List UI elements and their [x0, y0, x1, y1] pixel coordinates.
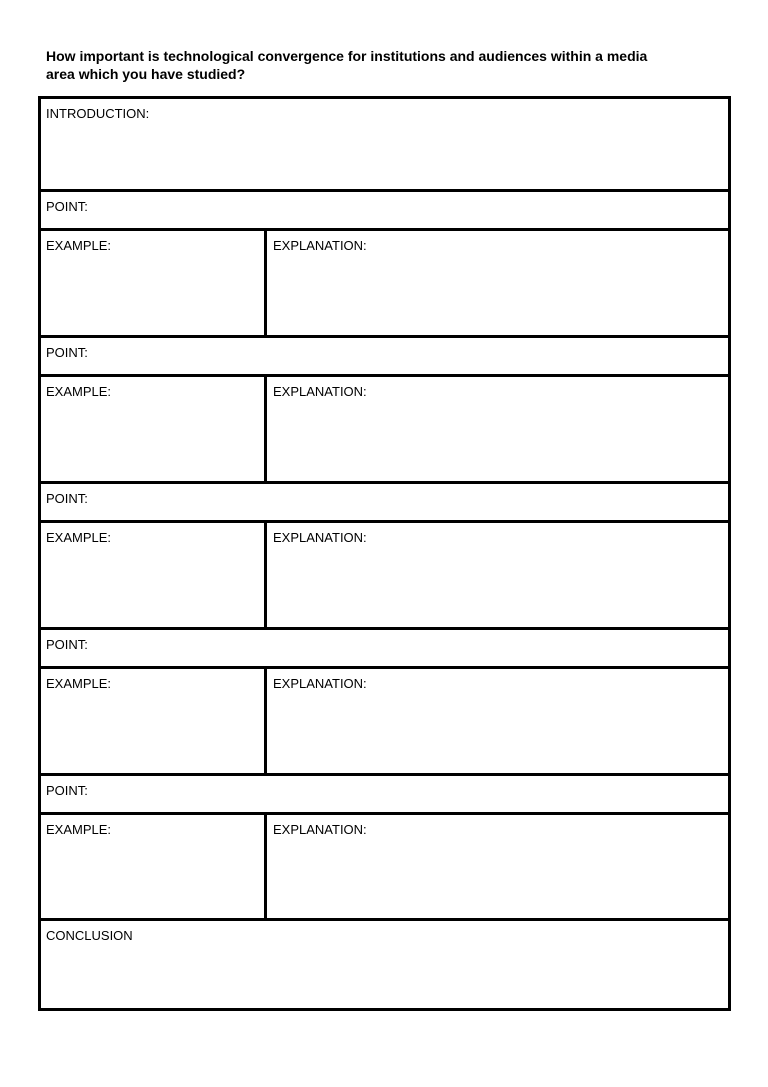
essay-plan-table: [38, 96, 731, 1011]
example-box-3[interactable]: [41, 523, 267, 627]
explanation-box-1[interactable]: [267, 231, 728, 335]
point-label-3: POINT:: [46, 491, 88, 506]
example-label-5: EXAMPLE:: [46, 822, 112, 837]
explanation-box-4[interactable]: [267, 669, 728, 773]
point-box-5[interactable]: [41, 776, 728, 815]
essay-question-line-2: area which you have studied?: [46, 66, 246, 82]
example-explanation-row-4: [41, 669, 728, 776]
introduction-box[interactable]: [41, 99, 728, 192]
example-box-4[interactable]: [41, 669, 267, 773]
point-box-1[interactable]: [41, 192, 728, 231]
essay-question: [46, 47, 736, 83]
point-box-2[interactable]: [41, 338, 728, 377]
example-explanation-row-5: [41, 815, 728, 921]
explanation-label-1: EXPLANATION:: [273, 238, 367, 253]
explanation-label-5: EXPLANATION:: [273, 822, 367, 837]
point-label-2: POINT:: [46, 345, 88, 360]
explanation-label-2: EXPLANATION:: [273, 384, 367, 399]
example-explanation-row-1: [41, 231, 728, 338]
conclusion-label: CONCLUSION: [46, 928, 133, 943]
introduction-label: INTRODUCTION:: [46, 106, 150, 121]
example-label-2: EXAMPLE:: [46, 384, 112, 399]
explanation-box-3[interactable]: [267, 523, 728, 627]
essay-question-line-1: How important is technological convergence for institutions and audiences within a media: [46, 48, 648, 64]
example-explanation-row-2: [41, 377, 728, 484]
point-box-3[interactable]: [41, 484, 728, 523]
example-box-2[interactable]: [41, 377, 267, 481]
explanation-box-5[interactable]: [267, 815, 728, 918]
point-label-5: POINT:: [46, 783, 88, 798]
explanation-label-4: EXPLANATION:: [273, 676, 367, 691]
example-box-1[interactable]: [41, 231, 267, 335]
point-label-4: POINT:: [46, 637, 88, 652]
explanation-box-2[interactable]: [267, 377, 728, 481]
example-box-5[interactable]: [41, 815, 267, 918]
example-explanation-row-3: [41, 523, 728, 630]
explanation-label-3: EXPLANATION:: [273, 530, 367, 545]
point-label-1: POINT:: [46, 199, 88, 214]
example-label-1: EXAMPLE:: [46, 238, 112, 253]
example-label-3: EXAMPLE:: [46, 530, 112, 545]
conclusion-box[interactable]: [41, 921, 728, 1008]
point-box-4[interactable]: [41, 630, 728, 669]
example-label-4: EXAMPLE:: [46, 676, 112, 691]
